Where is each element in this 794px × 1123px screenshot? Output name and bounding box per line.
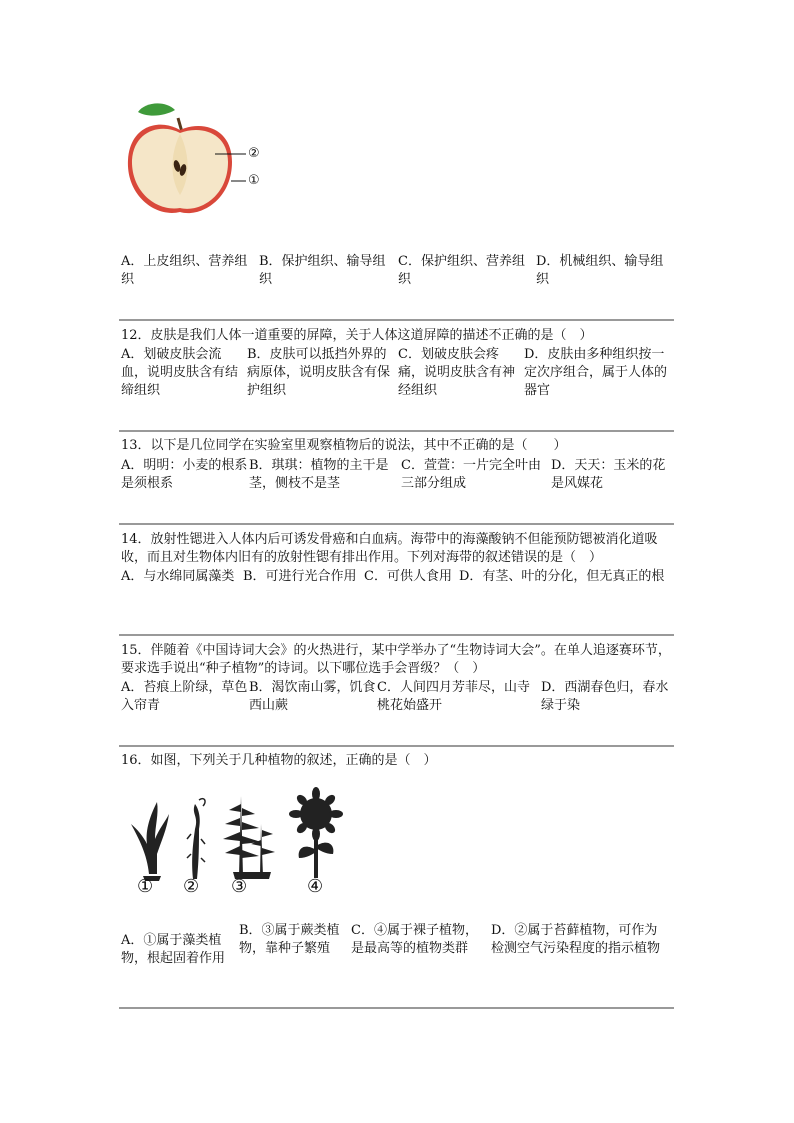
q14-options xyxy=(121,568,673,604)
q16-option-a[interactable]: A．①属于藻类植物，根起固着作用 xyxy=(121,933,226,966)
divider xyxy=(119,319,674,321)
q14-option-a[interactable]: A．与水绵同属藻类 xyxy=(121,569,235,584)
q16-options xyxy=(121,922,673,976)
apple-cross-section-image xyxy=(120,100,270,225)
q15-stem: 15．伴随着《中国诗词大会》的火热进行，某中学举办了“生物诗词大会”。在单人追逐赛环节，要求选手说出“种子植物”的诗词。以下哪位选手会晋级？（ ） xyxy=(121,643,671,676)
plants-figure xyxy=(121,784,346,902)
q13-option-c[interactable]: C．萱萱：一片完全叶由三部分组成 xyxy=(401,458,541,491)
plant-label-4: ④ xyxy=(307,876,324,897)
q15-option-b[interactable]: B．渴饮南山雾，饥食西山蕨 xyxy=(249,680,376,713)
q11-option-b[interactable]: B．保护组织、输导组织 xyxy=(259,254,386,287)
q15-option-d[interactable]: D．西湖春色归，春水绿于染 xyxy=(541,680,669,713)
plant-label-1: ① xyxy=(137,876,154,897)
q15-option-a[interactable]: A．苔痕上阶绿，草色入帘青 xyxy=(121,680,248,713)
q12-option-d[interactable]: D．皮肤由多种组织按一定次序组合，属于人体的器官 xyxy=(524,347,668,398)
divider xyxy=(119,430,674,432)
q16-option-d[interactable]: D．②属于苔藓植物，可作为检测空气污染程度的指示植物 xyxy=(491,923,661,956)
q11-option-c[interactable]: C．保护组织、营养组织 xyxy=(398,254,525,287)
q12-option-c[interactable]: C．划破皮肤会疼痛，说明皮肤含有神经组织 xyxy=(398,347,516,398)
q16-option-c[interactable]: C．④属于裸子植物，是最高等的植物类群 xyxy=(351,923,478,956)
divider xyxy=(119,523,674,525)
q12-option-b[interactable]: B．皮肤可以抵挡外界的病原体，说明皮肤含有保护组织 xyxy=(247,347,391,398)
q13-option-a[interactable]: A．明明：小麦的根系是须根系 xyxy=(121,458,248,491)
q13-stem: 13．以下是几位同学在实验室里观察植物后的说法，其中不正确的是（ ） xyxy=(121,438,567,453)
q13-option-d[interactable]: D．天天：玉米的花是风媒花 xyxy=(551,458,666,491)
q14-option-b[interactable]: B．可进行光合作用 xyxy=(243,569,357,584)
q13-option-b[interactable]: B．琪琪：植物的主干是茎，侧枝不是茎 xyxy=(249,458,389,491)
q13-options xyxy=(121,457,673,493)
apple-figure xyxy=(120,100,270,225)
q16-stem: 16．如图，下列关于几种植物的叙述，正确的是（ ） xyxy=(121,753,437,768)
q12-options xyxy=(121,346,673,400)
q11-option-a[interactable]: A．上皮组织、营养组织 xyxy=(121,254,248,287)
q14-option-c[interactable]: C．可供人食用 xyxy=(364,569,452,584)
q12-option-a[interactable]: A．划破皮肤会流血，说明皮肤含有结缔组织 xyxy=(121,347,239,398)
apple-label-1: ① xyxy=(248,173,260,188)
q12-stem: 12．皮肤是我们人体一道重要的屏障，关于人体这道屏障的描述不正确的是（ ） xyxy=(121,328,593,343)
divider xyxy=(119,745,674,747)
q16-option-b[interactable]: B．③属于蕨类植物，靠种子繁殖 xyxy=(239,923,340,956)
plant-label-3: ③ xyxy=(231,876,248,897)
q15-options xyxy=(121,679,673,715)
q11-options xyxy=(121,253,673,289)
q14-option-d[interactable]: D．有茎、叶的分化，但无真正的根 xyxy=(459,569,665,584)
plant-label-2: ② xyxy=(183,876,200,897)
divider xyxy=(119,1007,674,1009)
q14-stem: 14．放射性锶进入人体内后可诱发骨癌和白血病。海带中的海藻酸钠不但能预防锶被消化道吸收，而且对生物体内旧有的放射性锶有排出作用。下列对海带的叙述错误的是（ ） xyxy=(121,532,658,565)
divider xyxy=(119,634,674,636)
q15-option-c[interactable]: C．人间四月芳菲尽，山寺桃花始盛开 xyxy=(377,680,530,713)
q11-option-d[interactable]: D．机械组织、输导组织 xyxy=(536,254,664,287)
apple-label-2: ② xyxy=(248,146,260,161)
